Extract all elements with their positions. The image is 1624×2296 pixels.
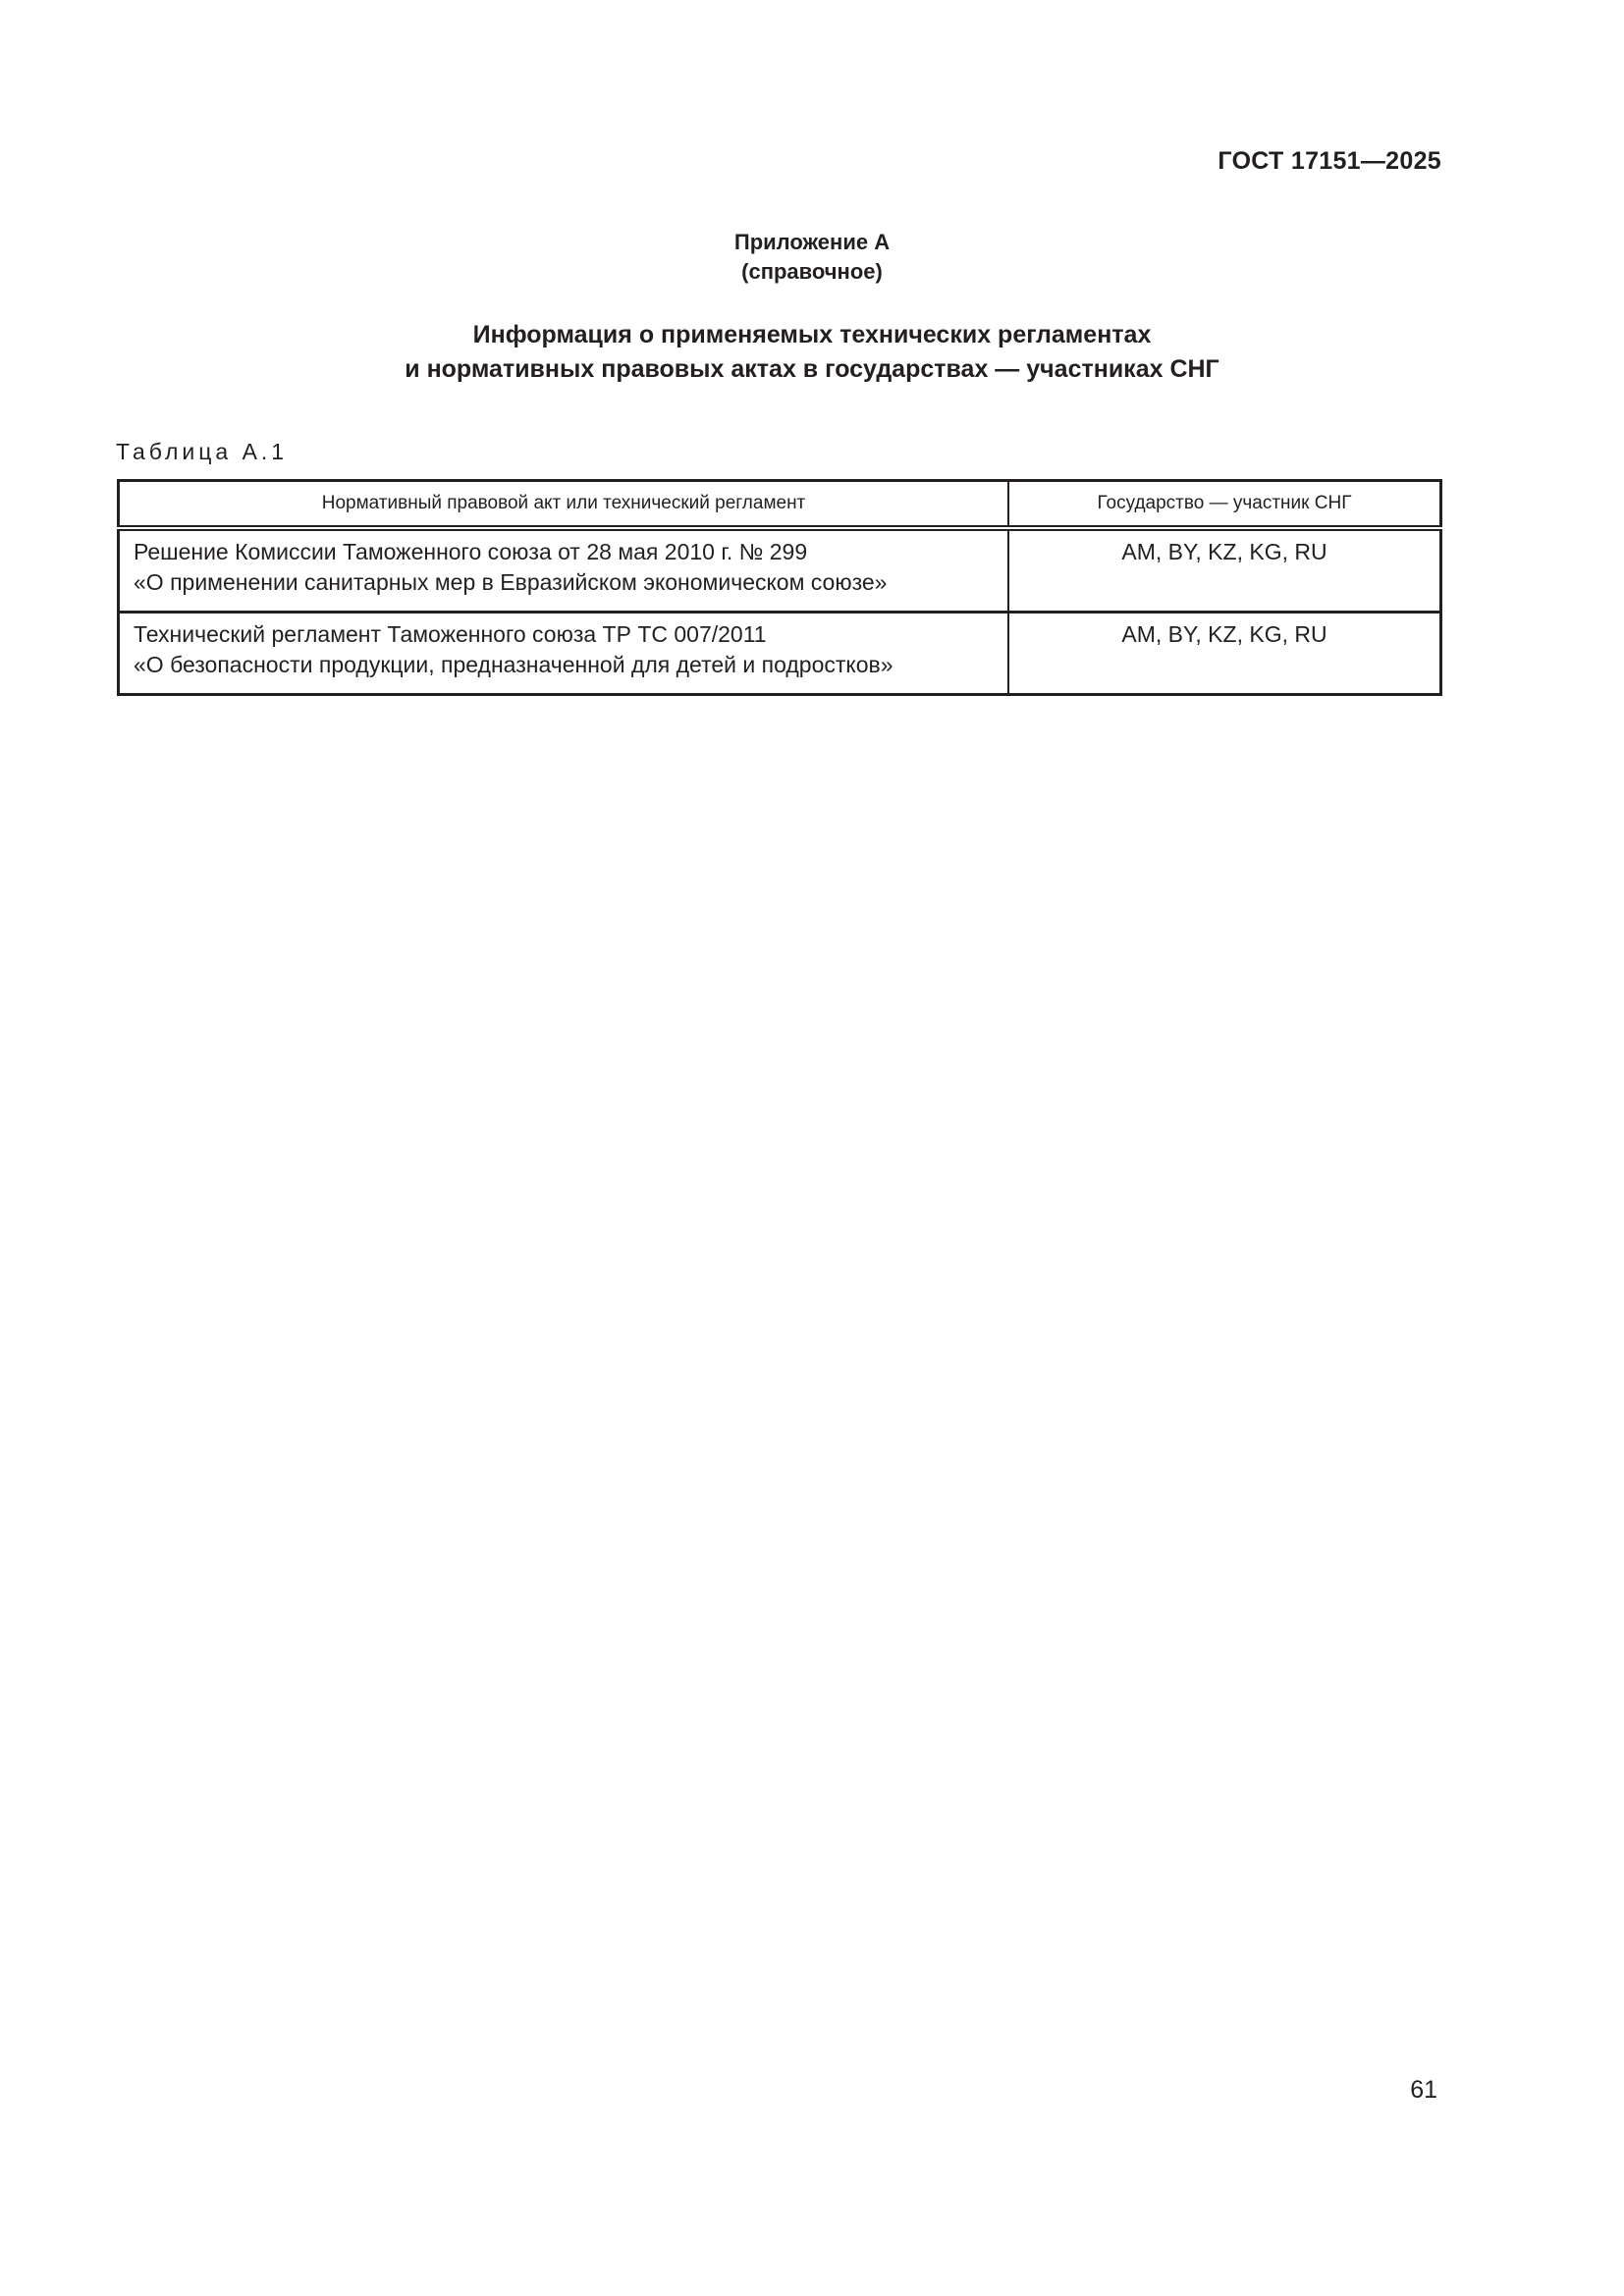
table-row: [119, 613, 1441, 695]
annex-title-line1: Информация о применяемых технических регламентах: [472, 321, 1152, 348]
regulations-table: [117, 479, 1442, 696]
column-header-state: Государство — участник СНГ: [1008, 481, 1441, 529]
table-header-row: [119, 481, 1441, 529]
document-code: ГОСТ 17151—2025: [1218, 147, 1441, 175]
act-title: Решение Комиссии Таможенного союза от 28 мая 2010 г. № 299: [134, 539, 808, 564]
annex-title: [0, 318, 1624, 387]
table-row: [119, 528, 1441, 613]
states-cell: AM, BY, KZ, KG, RU: [1008, 528, 1441, 613]
page-number: 61: [1410, 2076, 1437, 2104]
annex-heading: [0, 228, 1624, 287]
annex-type: (справочное): [741, 259, 883, 284]
act-subtitle: «О безопасности продукции, предназначенной для детей и подростков»: [134, 652, 893, 677]
act-title: Технический регламент Таможенного союза ТР ТС 007/2011: [134, 621, 767, 647]
states-cell: AM, BY, KZ, KG, RU: [1008, 613, 1441, 695]
column-header-act: Нормативный правовой акт или технический регламент: [119, 481, 1009, 529]
act-subtitle: «О применении санитарных мер в Евразийском экономическом союзе»: [134, 569, 888, 595]
table-caption: Таблица А.1: [116, 439, 289, 464]
annex-title-line2: и нормативных правовых актах в государствах — участниках СНГ: [405, 355, 1219, 383]
act-cell: [119, 613, 1009, 695]
annex-label: Приложение А: [733, 230, 891, 254]
act-cell: [119, 528, 1009, 613]
